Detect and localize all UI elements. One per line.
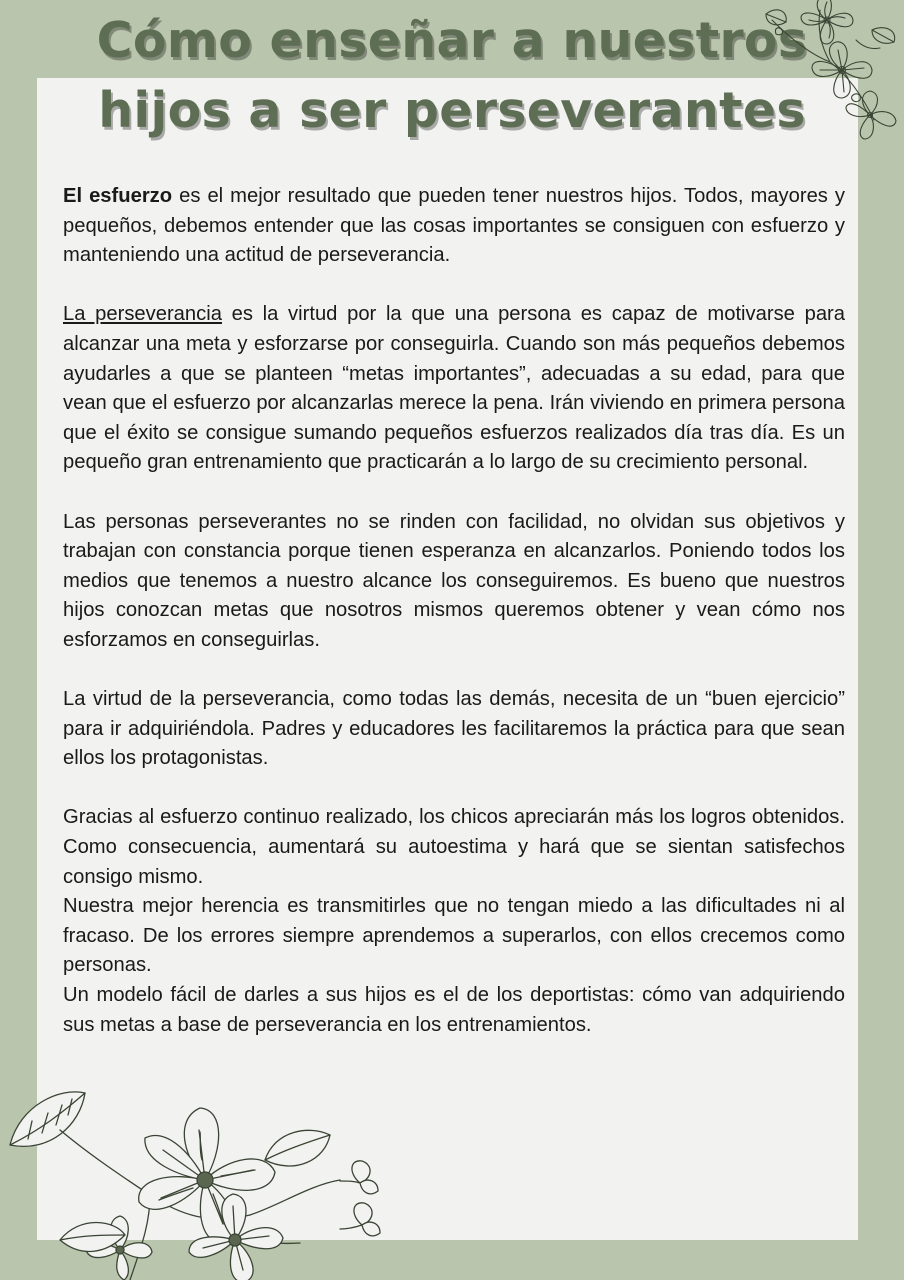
paragraph-personas-perseverantes: Las personas perseverantes no se rinden con facilidad, no olvidan sus objetivos y trabajan con constancia porque tienen esperanza en alcanzarlos. Poniendo todos los medios que tenemos a nuestro alcance los conseguiremos. Es bueno que nuestros hijos conozcan metas que nosotros mismos queremos obtener y vean cómo nos esforzamos en conseguirlas.	[63, 510, 845, 651]
paragraph-esfuerzo	[63, 182, 845, 271]
page-title	[40, 6, 864, 146]
paragraph-modelo: Un modelo fácil de darles a sus hijos es el de los deportistas: cómo van adquiriendo sus metas a base de perseverancia en los entrenamientos.	[63, 984, 845, 1036]
top-flower-icon	[752, 0, 904, 145]
article-body	[63, 182, 845, 1040]
paragraph-gracias: Gracias al esfuerzo continuo realizado, los chicos apreciarán más los logros obtenidos. Como consecuencia, aumentará su autoestima y hará que se sientan satisfechos consigo mismo.	[63, 806, 845, 888]
title-line-1: Cómo enseñar a nuestros	[96, 12, 808, 69]
title-line-2: hijos a ser perseverantes	[98, 82, 806, 139]
bold-term-esfuerzo: El esfuerzo	[63, 185, 173, 207]
paragraph-perseverancia	[63, 300, 845, 478]
bottom-flower-icon	[0, 1075, 395, 1280]
underlined-term-perseverancia: La perseverancia	[63, 303, 222, 326]
paragraph-virtud: La virtud de la perseverancia, como todas las demás, necesita de un “buen ejercicio” para ir adquiriéndola. Padres y educadores les facilitaremos la práctica para que sean ellos los protagonistas.	[63, 688, 845, 770]
paragraph-perseverancia-text: es la virtud por la que una persona es capaz de motivarse para alcanzar una meta y esforzarse por conseguirla. Cuando son más pequeños debemos ayudarles a que se planteen “metas importantes”, adecuadas a su edad, para que vean que el esfuerzo por alcanzarlas merece la pena. Irán viviendo en primera persona que el éxito se consigue sumando pequeños esfuerzos realizados día tras día. Es un pequeño gran entrenamiento que practicarán a lo largo de su crecimiento personal.	[63, 303, 845, 474]
paragraph-herencia: Nuestra mejor herencia es transmitirles que no tengan miedo a las dificultades ni al fracaso. De los errores siempre aprendemos a superarlos, con ellos crecemos como personas.	[63, 895, 845, 977]
paragraph-esfuerzo-text: es el mejor resultado que pueden tener nuestros hijos. Todos, mayores y pequeños, debemos entender que las cosas importantes se consiguen con esfuerzo y manteniendo una actitud de perseverancia.	[63, 185, 846, 267]
